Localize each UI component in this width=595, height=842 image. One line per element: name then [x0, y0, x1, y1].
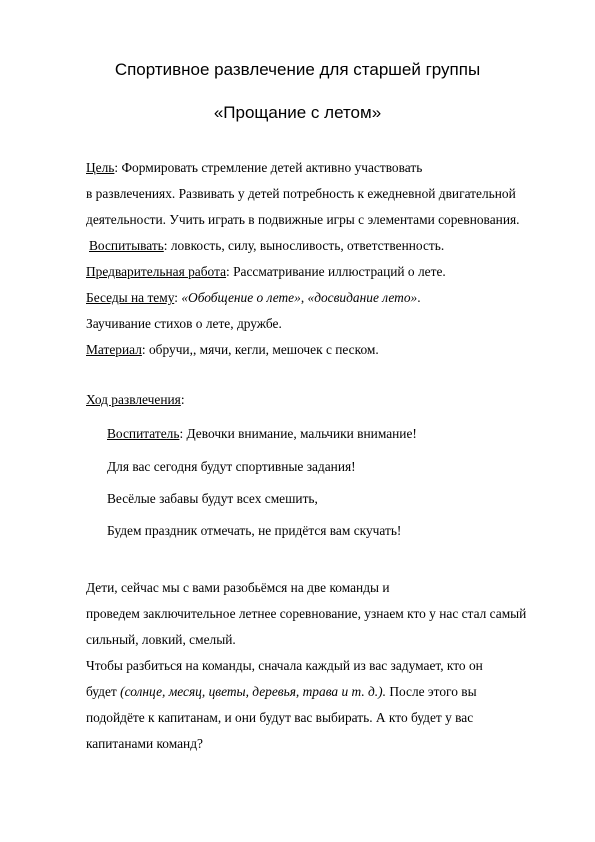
preparation-line	[86, 264, 546, 280]
course-heading	[86, 392, 546, 408]
preparation-text: : Рассматривание иллюстраций о лете.	[226, 264, 446, 279]
goal-line-1	[86, 160, 546, 176]
talks-separator: ,	[300, 290, 308, 305]
talks-end: .	[417, 290, 421, 305]
goal-text-1: : Формировать стремление детей активно участвовать	[114, 160, 423, 175]
poem-line-4: Будем праздник отмечать, не придётся вам скучать!	[107, 523, 402, 538]
goal-line-3: деятельности. Учить играть в подвижные игры с элементами соревнования.	[86, 212, 520, 227]
paragraph-line-5-italic: (солнце, месяц, цветы, деревья, трава и т. д.).	[120, 684, 386, 699]
poem-line-1	[107, 426, 567, 442]
paragraph-line-2: проведем заключительное летнее соревнование, узнаем кто у нас стал самый	[86, 606, 527, 621]
educate-text: : ловкость, силу, выносливость, ответственность.	[163, 238, 445, 253]
paragraph-line-3: сильный, ловкий, смелый.	[86, 632, 236, 647]
goal-line-2: в развлечениях. Развивать у детей потребность к ежедневной двигательной	[86, 186, 516, 201]
material-text: : обручи,, мячи, кегли, мешочек с песком.	[141, 342, 379, 357]
course-label: Ход развлечения	[86, 392, 181, 407]
poem-line-2: Для вас сегодня будут спортивные задания!	[107, 459, 356, 474]
talks-topic-1: «Обобщение о лете»	[181, 290, 301, 305]
goal-label: Цель	[86, 160, 115, 175]
material-line	[86, 342, 546, 358]
talks-topic-2: «досвидание лето»	[307, 290, 418, 305]
talks-colon: :	[174, 290, 182, 305]
paragraph-line-7: капитанами команд?	[86, 736, 203, 751]
educate-line	[89, 238, 549, 254]
course-colon: :	[180, 392, 185, 407]
talks-line	[86, 290, 546, 306]
preparation-label: Предварительная работа	[86, 264, 227, 279]
paragraph-line-1: Дети, сейчас мы с вами разобьёмся на две команды и	[86, 580, 390, 595]
paragraph-line-4: Чтобы разбиться на команды, сначала каждый из вас задумает, кто он	[86, 658, 483, 673]
talks-label: Беседы на тему	[86, 290, 175, 305]
document-subtitle: «Прощание с летом»	[213, 103, 382, 122]
poem-text-1: : Девочки внимание, мальчики внимание!	[179, 426, 417, 441]
paragraph-line-5-start: будет	[86, 684, 121, 699]
paragraph-line-6: подойдёте к капитанам, и они будут вас выбирать. А кто будет у вас	[86, 710, 474, 725]
paragraph-line-5-end: После этого вы	[385, 684, 477, 699]
material-label: Материал	[86, 342, 142, 357]
poem-speaker: Воспитатель	[107, 426, 180, 441]
poem-line-3: Весёлые забавы будут всех смешить,	[107, 491, 318, 506]
document-title: Спортивное развлечение для старшей группы	[114, 60, 481, 79]
paragraph-line-5	[86, 684, 546, 700]
educate-label: Воспитывать	[89, 238, 164, 253]
learning-line: Заучивание стихов о лете, дружбе.	[86, 316, 282, 331]
